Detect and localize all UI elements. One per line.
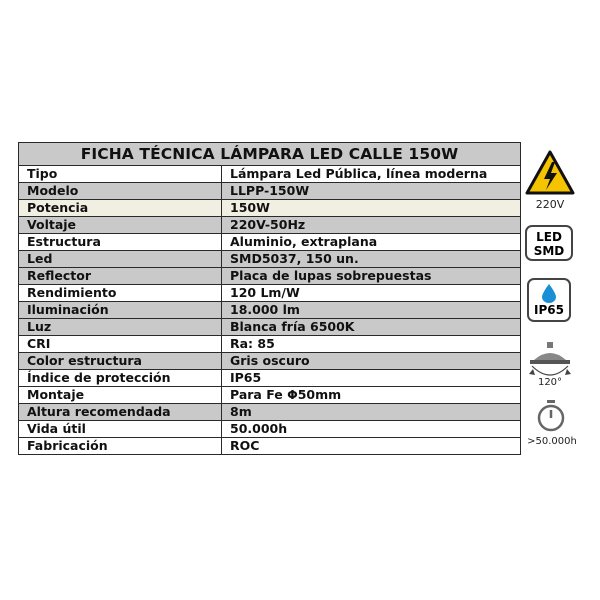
table-row <box>19 234 521 251</box>
row-label: Fabricación <box>19 438 222 455</box>
water-drop-icon <box>529 282 569 304</box>
table-row <box>19 217 521 234</box>
table-row <box>19 404 521 421</box>
lifetime-caption: >50.000h <box>527 436 577 447</box>
row-value: 8m <box>222 404 521 421</box>
ip65-icon <box>527 278 571 322</box>
row-label: CRI <box>19 336 222 353</box>
row-value: SMD5037, 150 un. <box>222 251 521 268</box>
row-label: Potencia <box>19 200 222 217</box>
row-value: 120 Lm/W <box>222 285 521 302</box>
table-row <box>19 166 521 183</box>
high-voltage-warning-icon <box>525 150 575 196</box>
ip65-label: IP65 <box>534 303 564 317</box>
row-value: Placa de lupas sobrepuestas <box>222 268 521 285</box>
row-label: Voltaje <box>19 217 222 234</box>
table-title: FICHA TÉCNICA LÁMPARA LED CALLE 150W <box>19 143 521 166</box>
led-smd-line1: LED <box>536 230 562 244</box>
spec-table <box>18 142 521 455</box>
row-label: Vida útil <box>19 421 222 438</box>
row-value: Ra: 85 <box>222 336 521 353</box>
table-row <box>19 268 521 285</box>
table-row <box>19 353 521 370</box>
row-label: Color estructura <box>19 353 222 370</box>
clock-icon <box>536 400 566 432</box>
row-label: Altura recomendada <box>19 404 222 421</box>
row-value: 18.000 lm <box>222 302 521 319</box>
table-row <box>19 438 521 455</box>
row-label: Luz <box>19 319 222 336</box>
row-value: Aluminio, extraplana <box>222 234 521 251</box>
table-row <box>19 302 521 319</box>
table-row <box>19 183 521 200</box>
led-smd-line2: SMD <box>533 244 565 258</box>
row-value: Para Fe Φ50mm <box>222 387 521 404</box>
row-value: IP65 <box>222 370 521 387</box>
row-label: Montaje <box>19 387 222 404</box>
row-value: 150W <box>222 200 521 217</box>
table-row <box>19 421 521 438</box>
row-value: Blanca fría 6500K <box>222 319 521 336</box>
row-label: Estructura <box>19 234 222 251</box>
table-row <box>19 285 521 302</box>
led-smd-badge <box>525 225 573 261</box>
row-value: 220V-50Hz <box>222 217 521 234</box>
table-row <box>19 319 521 336</box>
row-value: ROC <box>222 438 521 455</box>
row-value: Gris oscuro <box>222 353 521 370</box>
row-label: Tipo <box>19 166 222 183</box>
table-row <box>19 251 521 268</box>
row-value: 50.000h <box>222 421 521 438</box>
table-row <box>19 200 521 217</box>
row-label: Led <box>19 251 222 268</box>
row-label: Rendimiento <box>19 285 222 302</box>
table-row <box>19 336 521 353</box>
row-value: Lámpara Led Pública, línea moderna <box>222 166 521 183</box>
voltage-caption: 220V <box>535 198 565 211</box>
table-row <box>19 387 521 404</box>
table-row <box>19 370 521 387</box>
row-value: LLPP-150W <box>222 183 521 200</box>
beam-angle-caption: 120° <box>537 377 563 388</box>
spec-table-body <box>19 166 521 455</box>
row-label: Modelo <box>19 183 222 200</box>
row-label: Índice de protección <box>19 370 222 387</box>
row-label: Reflector <box>19 268 222 285</box>
row-label: Iluminación <box>19 302 222 319</box>
